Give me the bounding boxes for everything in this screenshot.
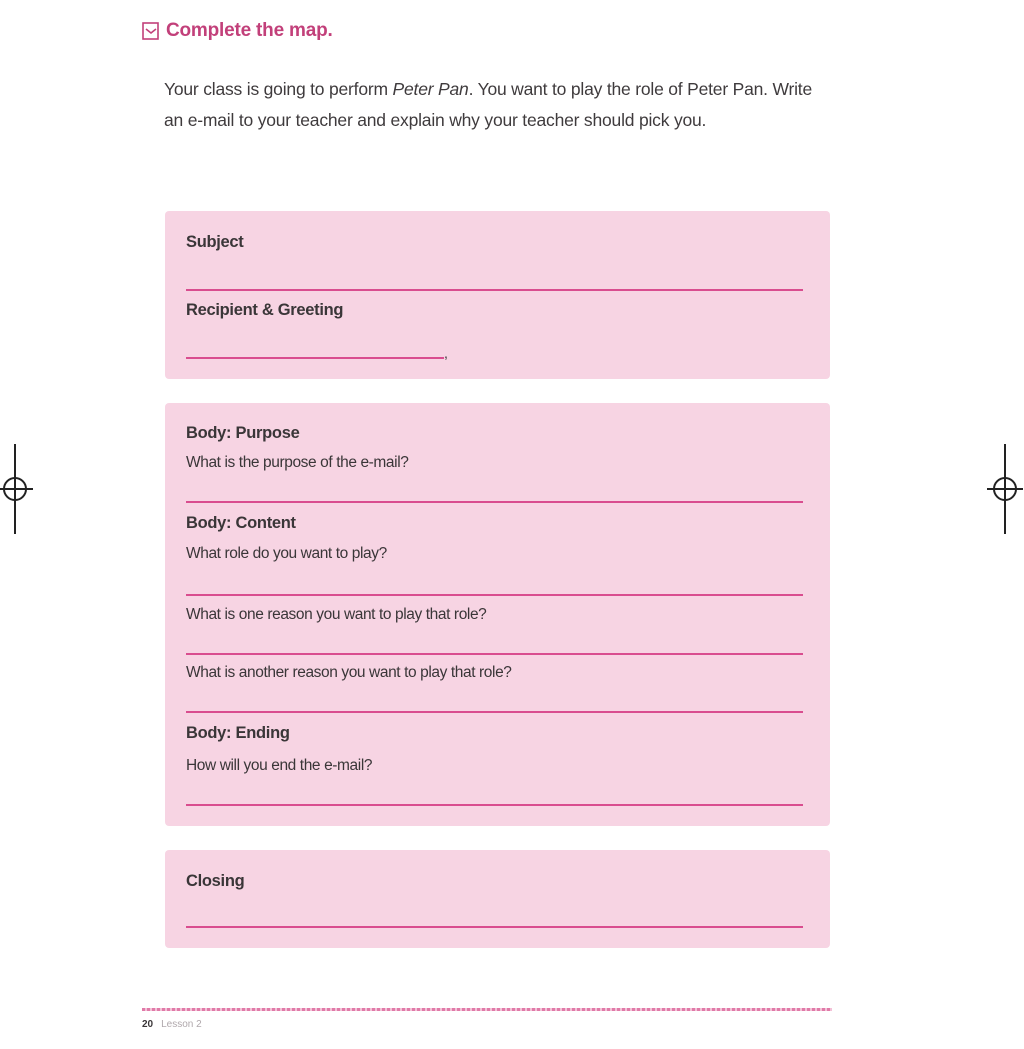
play-title: Peter Pan <box>392 79 469 99</box>
body-box <box>165 403 830 826</box>
prompt-before: Your class is going to perform <box>164 79 393 99</box>
registration-mark-icon <box>0 444 35 534</box>
body-content-label: Body: Content <box>186 514 296 532</box>
body-purpose-label: Body: Purpose <box>186 424 300 442</box>
heading-title: Complete the map. <box>166 20 333 41</box>
reason2-answer-line[interactable] <box>186 711 803 713</box>
content-question-reason1: What is one reason you want to play that role? <box>186 606 487 623</box>
recipient-greeting-label: Recipient & Greeting <box>186 301 344 319</box>
body-ending-label: Body: Ending <box>186 724 290 742</box>
ending-question: How will you end the e-mail? <box>186 757 373 774</box>
greeting-comma: , <box>444 345 448 361</box>
prompt-after: . You want to play the role of Peter Pan. Write an e-mail to your teacher and explain why your teacher should pick you. <box>164 79 812 130</box>
closing-box <box>165 850 830 948</box>
recipient-answer-line[interactable] <box>186 357 444 359</box>
reason1-answer-line[interactable] <box>186 653 803 655</box>
lesson-label: Lesson 2 <box>161 1019 202 1030</box>
subject-answer-line[interactable] <box>186 289 803 291</box>
purpose-answer-line[interactable] <box>186 501 803 503</box>
pencil-box-icon <box>142 21 160 41</box>
subject-label: Subject <box>186 233 244 251</box>
closing-answer-line[interactable] <box>186 926 803 928</box>
role-answer-line[interactable] <box>186 594 803 596</box>
instructions-paragraph <box>164 74 834 135</box>
ending-answer-line[interactable] <box>186 804 803 806</box>
registration-mark-icon <box>985 444 1024 534</box>
subject-greeting-box <box>165 211 830 379</box>
content-question-reason2: What is another reason you want to play that role? <box>186 664 512 681</box>
footer-divider <box>142 1008 832 1011</box>
closing-label: Closing <box>186 872 245 890</box>
page-footer <box>142 1019 202 1030</box>
purpose-question: What is the purpose of the e-mail? <box>186 454 409 471</box>
content-question-role: What role do you want to play? <box>186 545 387 562</box>
section-heading <box>142 20 333 42</box>
page-number: 20 <box>142 1019 154 1030</box>
